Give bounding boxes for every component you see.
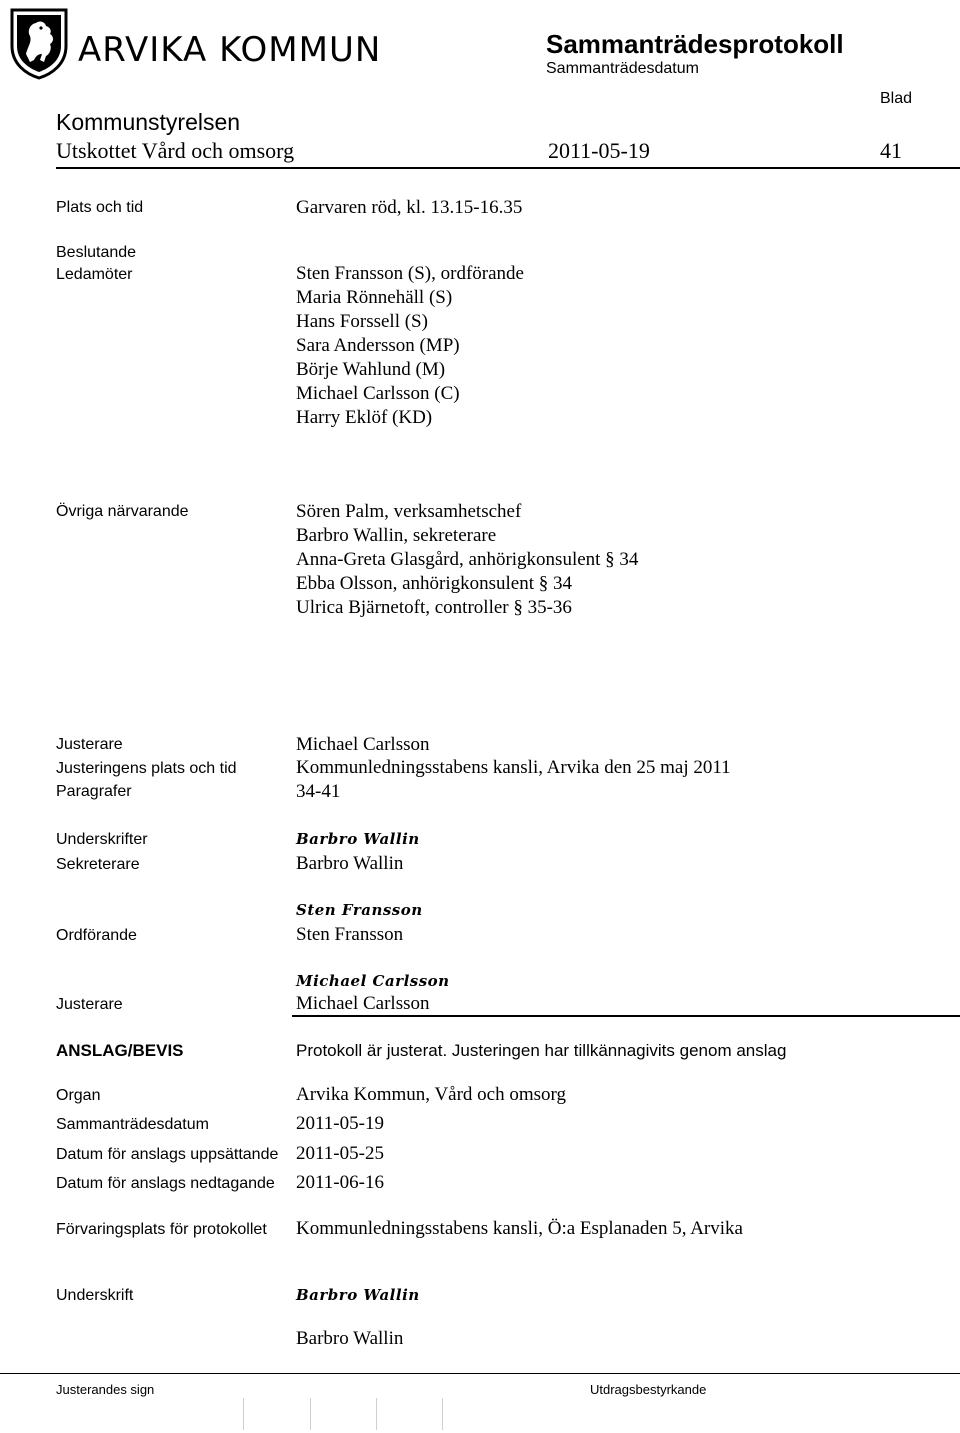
attendee-item: Ebba Olsson, anhörigkonsulent § 34 <box>296 573 573 594</box>
member-item: Sten Fransson (S), ordförande <box>296 263 524 284</box>
paragraphs-label: Paragrafer <box>56 783 132 800</box>
member-item: Maria Rönnehäll (S) <box>296 287 453 308</box>
footer-divider <box>0 1373 960 1374</box>
decision-label: Beslutande <box>56 244 137 261</box>
header-page-label: Blad <box>880 90 913 107</box>
footer-box-divider <box>376 1398 377 1430</box>
paragraphs-value: 34-41 <box>296 781 341 802</box>
adjust-place-value: Kommunledningsstabens kansli, Arvika den 25 maj 2011 <box>296 757 731 778</box>
storage-value: Kommunledningsstabens kansli, Ö:a Esplanaden 5, Arvika <box>296 1218 743 1239</box>
footer-box-divider <box>310 1398 311 1430</box>
footer-adjuster-sign: Justerandes sign <box>56 1382 155 1397</box>
attendee-item: Anna-Greta Glasgård, anhörigkonsulent § 34 <box>296 549 639 570</box>
notice-sign-name: Barbro Wallin <box>296 1328 404 1349</box>
notice-date-value: 2011-05-19 <box>296 1113 384 1134</box>
coat-of-arms-icon <box>8 6 70 80</box>
others-label: Övriga närvarande <box>56 503 189 520</box>
signatures-divider <box>292 1015 960 1017</box>
secretary-label: Sekreterare <box>56 856 140 873</box>
members-label: Ledamöter <box>56 266 133 283</box>
notice-date-label: Sammanträdesdatum <box>56 1116 209 1133</box>
member-item: Hans Forssell (S) <box>296 311 428 332</box>
adjuster-sign-name: Michael Carlsson <box>296 993 430 1014</box>
notice-posted-label: Datum för anslags uppsättande <box>56 1146 279 1163</box>
committee-name: Utskottet Vård och omsorg <box>56 138 295 163</box>
logo-text: ARVIKA KOMMUN <box>78 30 382 70</box>
attendee-item: Ulrica Bjärnetoft, controller § 35-36 <box>296 597 572 618</box>
member-item: Harry Eklöf (KD) <box>296 407 433 428</box>
organ-name: Kommunstyrelsen <box>56 109 241 135</box>
footer-box-divider <box>442 1398 443 1430</box>
notice-signature: Barbro Wallin <box>296 1286 420 1304</box>
meeting-date: 2011-05-19 <box>548 138 650 163</box>
member-item: Michael Carlsson (C) <box>296 383 460 404</box>
secretary-name: Barbro Wallin <box>296 853 404 874</box>
adjuster-value: Michael Carlsson <box>296 734 430 755</box>
notice-removed-label: Datum för anslags nedtagande <box>56 1175 275 1192</box>
header-date-label: Sammanträdesdatum <box>546 60 699 77</box>
notice-sign-label: Underskrift <box>56 1287 134 1304</box>
chair-signature: Sten Fransson <box>296 901 423 919</box>
notice-organ-value: Arvika Kommun, Vård och omsorg <box>296 1084 567 1105</box>
notice-heading: ANSLAG/BEVIS <box>56 1041 184 1060</box>
notice-removed-value: 2011-06-16 <box>296 1172 384 1193</box>
adjuster-signature: Michael Carlsson <box>296 972 450 990</box>
adjuster-sign-label: Justerare <box>56 996 123 1013</box>
attendee-item: Sören Palm, verksamhetschef <box>296 501 522 522</box>
member-item: Sara Andersson (MP) <box>296 335 460 356</box>
storage-label: Förvaringsplats för protokollet <box>56 1221 267 1238</box>
notice-statement: Protokoll är justerat. Justeringen har tillkännagivits genom anslag <box>296 1041 787 1060</box>
page-number: 41 <box>880 138 902 163</box>
attendee-item: Barbro Wallin, sekreterare <box>296 525 497 546</box>
chair-name: Sten Fransson <box>296 924 404 945</box>
footer-extract-certification: Utdragsbestyrkande <box>590 1382 707 1397</box>
header-divider <box>56 167 960 169</box>
place-value: Garvaren röd, kl. 13.15-16.35 <box>296 197 523 218</box>
adjust-place-label: Justeringens plats och tid <box>56 760 237 777</box>
place-label: Plats och tid <box>56 199 144 216</box>
footer-box-divider <box>243 1398 244 1430</box>
member-item: Börje Wahlund (M) <box>296 359 446 380</box>
document-title: Sammanträdesprotokoll <box>546 29 844 59</box>
signatures-heading: Underskrifter <box>56 831 148 848</box>
adjuster-label: Justerare <box>56 736 123 753</box>
municipality-logo <box>8 6 70 80</box>
notice-organ-label: Organ <box>56 1087 101 1104</box>
secretary-signature: Barbro Wallin <box>296 830 420 848</box>
notice-posted-value: 2011-05-25 <box>296 1143 384 1164</box>
chair-label: Ordförande <box>56 927 137 944</box>
